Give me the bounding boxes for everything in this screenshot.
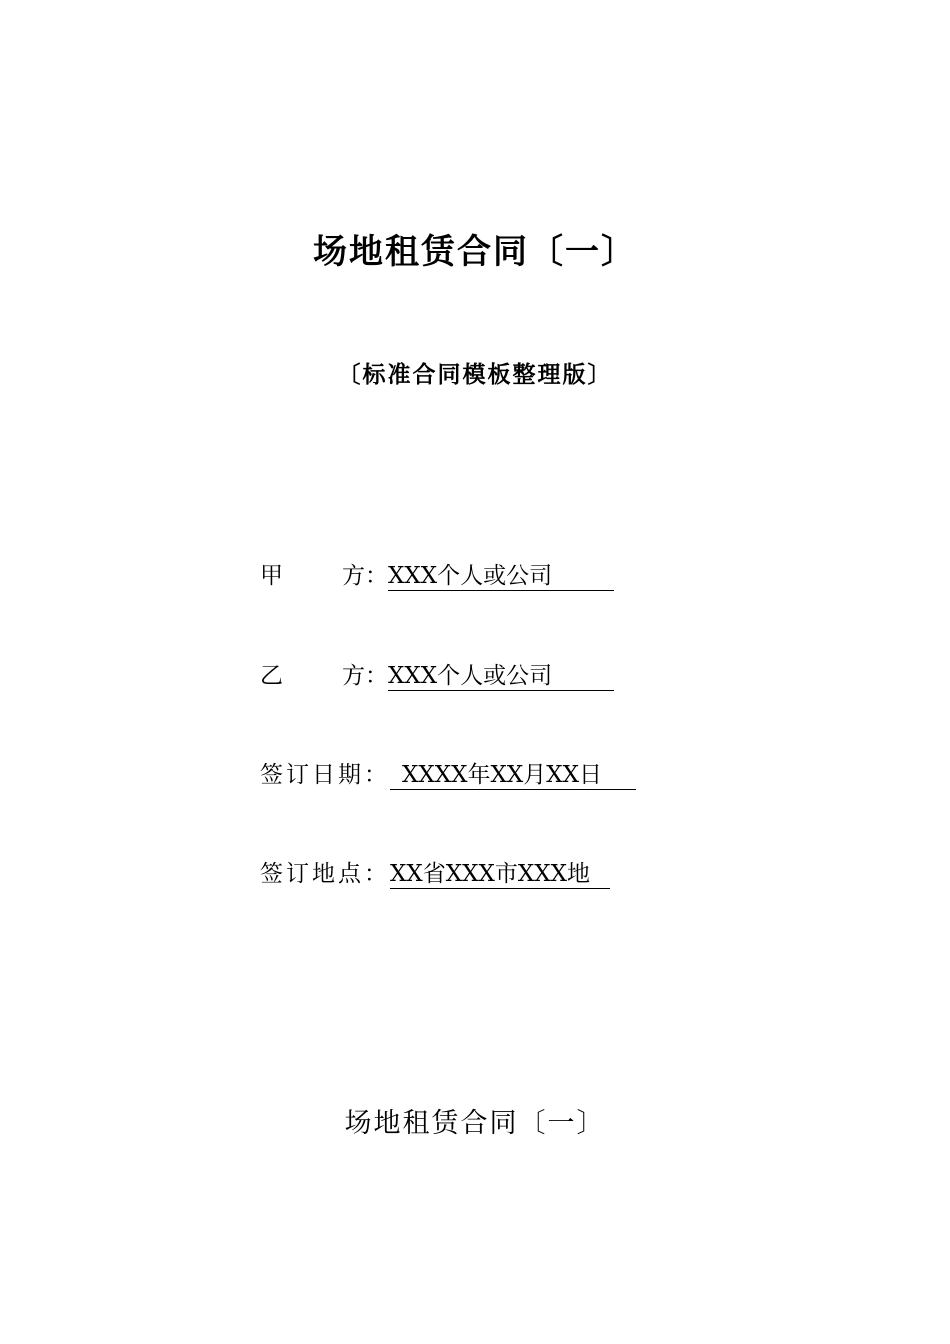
party-b-value: XXX个人或公司 [388,663,614,691]
sign-date-value: XXXX年XX月XX日 [390,762,636,790]
document-subtitle: 〔标准合同模板整理版〕 [337,361,613,388]
sign-place-field [260,858,610,890]
sign-place-value: XX省XXX市XXX地 [390,861,610,889]
sign-place-label: 签订地点： [260,861,390,887]
footer-title: 场地租赁合同〔一〕 [344,1108,606,1139]
party-b-label-char: 乙 [260,663,283,689]
party-b-label-suffix: 方： [342,663,388,689]
party-a-field [260,560,614,592]
party-a-label-char: 甲 [260,563,283,589]
party-a-label-suffix: 方： [342,563,388,589]
party-b-field [260,660,614,692]
sign-date-label: 签订日期： [260,762,390,788]
party-a-label [260,560,388,592]
sign-date-field [260,759,636,791]
party-a-value: XXX个人或公司 [388,563,614,591]
party-b-label [260,660,388,692]
document-title: 场地租赁合同〔一〕 [313,232,637,272]
